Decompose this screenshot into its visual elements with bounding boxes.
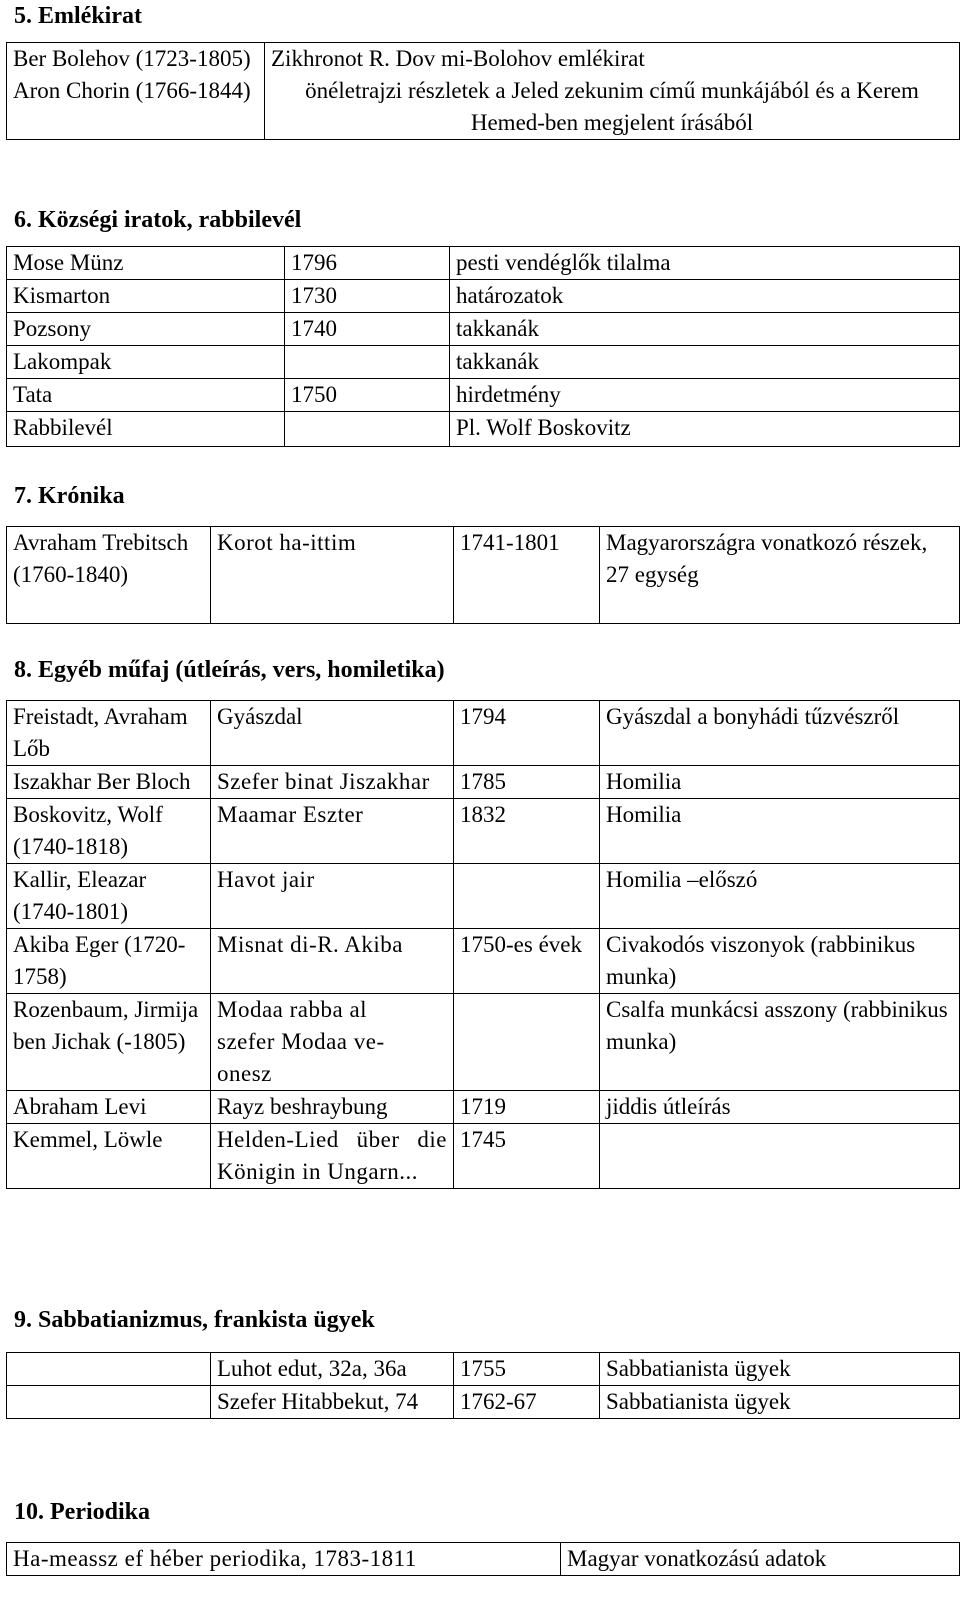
note-cell: Magyar vonatkozású adatok [561, 1543, 960, 1576]
table-row [7, 527, 960, 624]
year-cell: 1750 [285, 379, 450, 412]
egyeb-mufaj-table [6, 700, 960, 1189]
note-cell: jiddis útleírás [600, 1091, 960, 1124]
author-cell: Boskovitz, Wolf (1740-1818) [7, 799, 211, 864]
year-cell [285, 412, 450, 447]
note-cell: Csalfa munkácsi asszony (rabbinikus munka) [600, 994, 960, 1091]
subject-cell: hirdetmény [450, 379, 960, 412]
table-row [7, 43, 960, 76]
note-cell: Homilia [600, 766, 960, 799]
table-row [7, 313, 960, 346]
author-cell: Kemmel, Löwle [7, 1124, 211, 1189]
note-cell: Gyászdal a bonyhádi tűzvészről [600, 701, 960, 766]
subject-cell: határozatok [450, 280, 960, 313]
table-row [7, 412, 960, 447]
year-cell: 1796 [285, 247, 450, 280]
year-cell: 1755 [454, 1353, 600, 1386]
author-cell: Ber Bolehov (1723-1805) [7, 43, 265, 76]
author-cell: Freistadt, Avraham Lőb [7, 701, 211, 766]
author-cell: Abraham Levi [7, 1091, 211, 1124]
year-cell: 1730 [285, 280, 450, 313]
section-8-title: 8. Egyéb műfaj (útleírás, vers, homiletika) [14, 657, 445, 683]
year-cell [285, 346, 450, 379]
year-cell: 1785 [454, 766, 600, 799]
author-cell [7, 1353, 211, 1386]
table-row [7, 994, 960, 1091]
year-cell [454, 994, 600, 1091]
work-cell: Korot ha-ittim [211, 527, 454, 624]
author-cell: Akiba Eger (1720-1758) [7, 929, 211, 994]
place-cell: Tata [7, 379, 285, 412]
table-row [7, 346, 960, 379]
table-row [7, 1353, 960, 1386]
year-cell: 1794 [454, 701, 600, 766]
section-9-title: 9. Sabbatianizmus, frankista ügyek [14, 1307, 375, 1333]
periodika-table [6, 1542, 960, 1576]
section-7-title: 7. Krónika [14, 483, 125, 509]
work-cell: Helden-Lied über die Königin in Ungarn... [211, 1124, 454, 1189]
author-cell: Iszakhar Ber Bloch [7, 766, 211, 799]
year-cell: 1762-67 [454, 1386, 600, 1419]
note-cell: Magyarországra vonatkozó részek, 27 egység [600, 527, 960, 624]
place-cell: Lakompak [7, 346, 285, 379]
author-cell: Rozenbaum, Jirmija ben Jichak (-1805) [7, 994, 211, 1091]
note-cell: Sabbatianista ügyek [600, 1386, 960, 1419]
emlekirat-table [6, 42, 960, 140]
periodical-cell: Ha-meassz ef héber periodika, 1783-1811 [7, 1543, 561, 1576]
year-cell: 1745 [454, 1124, 600, 1189]
table-row [7, 701, 960, 766]
table-row [7, 1543, 960, 1576]
note-cell: Homilia –előszó [600, 864, 960, 929]
work-cell: Szefer binat Jiszakhar [211, 766, 454, 799]
author-cell: Aron Chorin (1766-1844) [7, 75, 265, 140]
work-cell: önéletrajzi részletek a Jeled zekunim című munkájából és a Kerem Hemed-ben megjelent írásából [265, 75, 960, 140]
year-cell: 1832 [454, 799, 600, 864]
place-cell: Kismarton [7, 280, 285, 313]
table-row [7, 1091, 960, 1124]
section-10-title: 10. Periodika [14, 1499, 150, 1525]
work-cell: Misnat di-R. Akiba [211, 929, 454, 994]
work-cell: Gyászdal [211, 701, 454, 766]
work-cell: Luhot edut, 32a, 36a [211, 1353, 454, 1386]
table-row [7, 247, 960, 280]
note-cell: Sabbatianista ügyek [600, 1353, 960, 1386]
author-cell: Kallir, Eleazar (1740-1801) [7, 864, 211, 929]
work-cell: Zikhronot R. Dov mi-Bolohov emlékirat [265, 43, 960, 76]
subject-cell: takkanák [450, 313, 960, 346]
table-row [7, 799, 960, 864]
work-cell: Szefer Hitabbekut, 74 [211, 1386, 454, 1419]
note-cell [600, 1124, 960, 1189]
work-cell: Havot jair [211, 864, 454, 929]
work-cell: Rayz beshraybung [211, 1091, 454, 1124]
table-row [7, 1386, 960, 1419]
section-6-title: 6. Községi iratok, rabbilevél [14, 207, 302, 233]
author-cell: Avraham Trebitsch (1760-1840) [7, 527, 211, 624]
subject-cell: Pl. Wolf Boskovitz [450, 412, 960, 447]
author-cell [7, 1386, 211, 1419]
place-cell: Pozsony [7, 313, 285, 346]
note-cell: Civakodós viszonyok (rabbinikus munka) [600, 929, 960, 994]
note-cell: Homilia [600, 799, 960, 864]
subject-cell: pesti vendéglők tilalma [450, 247, 960, 280]
year-cell: 1719 [454, 1091, 600, 1124]
subject-cell: takkanák [450, 346, 960, 379]
place-cell: Rabbilevél [7, 412, 285, 447]
year-cell [454, 864, 600, 929]
kozsegi-iratok-table [6, 246, 960, 447]
work-cell: Modaa rabba al szefer Modaa ve-onesz [211, 994, 454, 1091]
table-row [7, 864, 960, 929]
sabbatianizmus-table [6, 1352, 960, 1419]
table-row [7, 766, 960, 799]
year-cell: 1740 [285, 313, 450, 346]
year-cell: 1741-1801 [454, 527, 600, 624]
section-5-title: 5. Emlékirat [14, 3, 142, 29]
table-row [7, 1124, 960, 1189]
year-cell: 1750-es évek [454, 929, 600, 994]
table-row [7, 280, 960, 313]
table-row [7, 379, 960, 412]
kronika-table [6, 526, 960, 624]
work-cell: Maamar Eszter [211, 799, 454, 864]
place-cell: Mose Münz [7, 247, 285, 280]
table-row [7, 929, 960, 994]
table-row [7, 75, 960, 140]
